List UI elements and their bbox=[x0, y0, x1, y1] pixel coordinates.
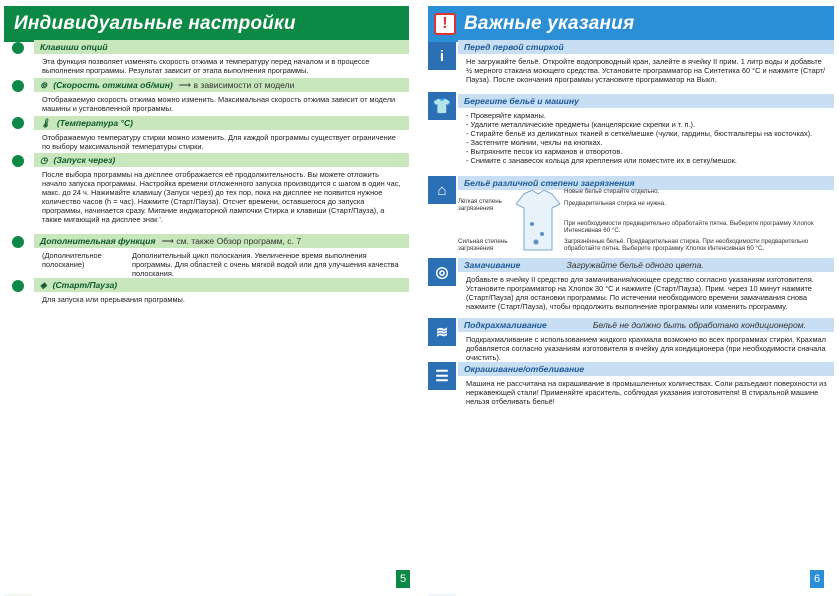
section-extra-function bbox=[34, 234, 409, 280]
bullet-dot bbox=[12, 117, 24, 129]
section-heading: Замачивание bbox=[464, 260, 521, 270]
diagram-note: Загрязнённые бельё. Предварительная стирка. При необходимости предварительно обработайте пятна. Выберите программу Хлопок Интенсивная 60 °C. bbox=[564, 238, 809, 252]
section-heading: (Запуск через) bbox=[53, 155, 116, 165]
thermometer-icon: 🌡 bbox=[40, 118, 51, 128]
section-heading: Перед первой стиркой bbox=[464, 42, 564, 52]
info-icon: i bbox=[428, 42, 456, 70]
section-start-pause bbox=[34, 278, 409, 306]
list-item: - Удалите металлические предметы (канцелярские скрепки и т. п.). bbox=[466, 120, 828, 129]
section-first-wash bbox=[458, 40, 834, 86]
section-heading: (Старт/Пауза) bbox=[52, 280, 118, 290]
page-number: 5 bbox=[396, 570, 410, 588]
page-number: 6 bbox=[810, 570, 824, 588]
section-body: Подкрахмаливание с использованием жидкого крахмала возможно во всех программах стирки. Крахмал добавляется согласно указаниям изготовителя в ячейку для кондиционера (при необходимости сначала очистить). bbox=[466, 335, 826, 362]
start-pause-icon: ◈ bbox=[40, 280, 47, 290]
section-heading: (Температура °C) bbox=[56, 118, 134, 128]
section-soak bbox=[458, 258, 834, 313]
soak-icon: ◎ bbox=[428, 258, 456, 286]
list-item: - Стирайте бельё из деликатных тканей в сетке/мешке (чулки, гардины, бюстгальтеры на косточках). bbox=[466, 129, 828, 138]
soil-diagram bbox=[456, 186, 834, 256]
extra-rinse-label: (Дополнительное полоскание) bbox=[42, 251, 102, 269]
diagram-note: При необходимости предварительно обработайте пятна. Выберите программу Хлопок Интенсивная 60 °C. bbox=[564, 220, 814, 234]
page-left bbox=[4, 6, 409, 594]
machine-icon: ⌂ bbox=[428, 176, 456, 204]
section-body: Для запуска или прерывания программы. bbox=[42, 295, 185, 304]
list-item: - Застегните молнии, чехлы на кнопках. bbox=[466, 138, 828, 147]
section-heading: (Скорость отжима об/мин) bbox=[53, 80, 173, 90]
bullet-dot bbox=[12, 80, 24, 92]
diagram-note: Новые бельё стирайте отдельно. bbox=[564, 188, 660, 195]
section-dye bbox=[458, 362, 834, 408]
section-note: Бельё не должно быть обработано кондиционером. bbox=[592, 320, 807, 330]
list-item: - Вытряхните песок из карманов и отворотов. bbox=[466, 147, 828, 156]
shirt-illustration bbox=[516, 190, 560, 252]
bullet-dot bbox=[12, 155, 24, 167]
section-heading: Берегите бельё и машину bbox=[464, 96, 579, 106]
section-heading: Бельё различной степени загрязнения bbox=[464, 178, 635, 188]
dye-icon: ☰ bbox=[428, 362, 456, 390]
section-temperature bbox=[34, 116, 409, 153]
section-starch bbox=[458, 318, 834, 364]
clock-icon: ◷ bbox=[40, 155, 48, 165]
light-soil-label: Лёгкая степень загрязнения bbox=[458, 198, 502, 212]
page-right bbox=[428, 6, 834, 594]
section-body: После выбора программы на дисплее отображается её продолжительность. Вы можете отложить начало запуска программы. Настройка времени отложенного запуска производится с шагом в один час, макс. до 24 ч. Нажимайте клавишу (Запуск через) до тех пор, пока на дисплее не появится нужное количество часов (h = час). Нажмите (Старт/Пауза). Отсчет времени, оставшегося до запуска программы, начинается сразу. Мигание индикаторной лампочки Стирка и клавиши (Старт/Пауза), а также мигающий на дисплее знак '. bbox=[42, 170, 401, 224]
bullet-dot bbox=[12, 280, 24, 292]
section-note: Загружайте бельё одного цвета. bbox=[566, 260, 704, 270]
section-option-keys bbox=[34, 40, 409, 77]
shirt-icon: 👕 bbox=[428, 92, 456, 120]
section-body: Эта функция позволяет изменять скорость отжима и температуру перед началом и в процессе выполнения программы. Результат зависит от этапа выполнения программы. bbox=[42, 57, 370, 75]
section-heading: Окрашивание/отбеливание bbox=[464, 364, 585, 374]
bullet-dot bbox=[12, 236, 24, 248]
warning-icon: ! bbox=[434, 13, 456, 35]
section-body: Не загружайте бельё. Откройте водопроводный кран, залейте в ячейку II прим. 1 литр воды и добавьте ½ мерного стакана моющего средства. Установите программатор на Синтетика 60 °C и нажмите (Старт/Пауза). После окончания программы установите программатор на Выкл. bbox=[466, 57, 826, 84]
section-heading: Подкрахмаливание bbox=[464, 320, 547, 330]
section-care bbox=[458, 94, 834, 167]
section-body: Отображаемую скорость отжима можно изменить. Максимальная скорость отжима зависит от модели машины и установленной программы. bbox=[42, 95, 396, 113]
spin-icon: ⊚ bbox=[40, 80, 48, 90]
section-heading: Дополнительная функция bbox=[40, 236, 156, 246]
section-body: Дополнительный цикл полоскания. Увеличенное время выполнения программы. Для областей с очень мягкой водой или для улучшения качества полоскания. bbox=[132, 251, 399, 278]
bullet-dot bbox=[12, 42, 24, 54]
section-delay-start bbox=[34, 153, 409, 226]
section-body: Машина не рассчитана на окрашивание в промышленных количествах. Соли разъедают поверхности из нержавеющей стали! Применяйте краситель, соблюдая указания изготовителя! В стиральной машине нельзя отбеливать бельё! bbox=[466, 379, 827, 406]
section-note: ⟶ см. также Обзор программ, с. 7 bbox=[161, 236, 302, 246]
list-item: - Проверяйте карманы. bbox=[466, 111, 828, 120]
section-note: ⟶ в зависимости от модели bbox=[178, 80, 295, 90]
section-body: Добавьте в ячейку II средство для замачивания/моющее средство согласно указаниям изготовителя. Установите программатор на Хлопок 30 °C и нажмите (Старт/Пауза). Прим. через 10 минут нажмите (Старт/Пауза) для остановки программы. По истечении необходимого времени замачивания снова нажмите (Старт/Пауза), чтобы продолжить выполнение программы или изменить программу. bbox=[466, 275, 814, 311]
page-title: Индивидуальные настройки bbox=[4, 6, 409, 42]
diagram-note: Предварительная стирка не нужна. bbox=[564, 200, 666, 207]
heavy-soil-label: Сильная степень загрязнения bbox=[458, 238, 508, 252]
list-item: - Снимите с занавесок кольца для крепления или поместите их в сетку/мешок. bbox=[466, 156, 828, 165]
section-body: Отображаемую температуру стирки можно изменить. Для каждой программы существует ограничение по выбору максимальной температуры стирки. bbox=[42, 133, 396, 151]
page-title-bar bbox=[428, 6, 834, 42]
starch-icon: ≋ bbox=[428, 318, 456, 346]
section-heading: Клавиши опций bbox=[40, 42, 108, 52]
page-title: Важные указания bbox=[464, 13, 635, 34]
care-list bbox=[458, 108, 834, 167]
section-spin-speed bbox=[34, 78, 409, 115]
